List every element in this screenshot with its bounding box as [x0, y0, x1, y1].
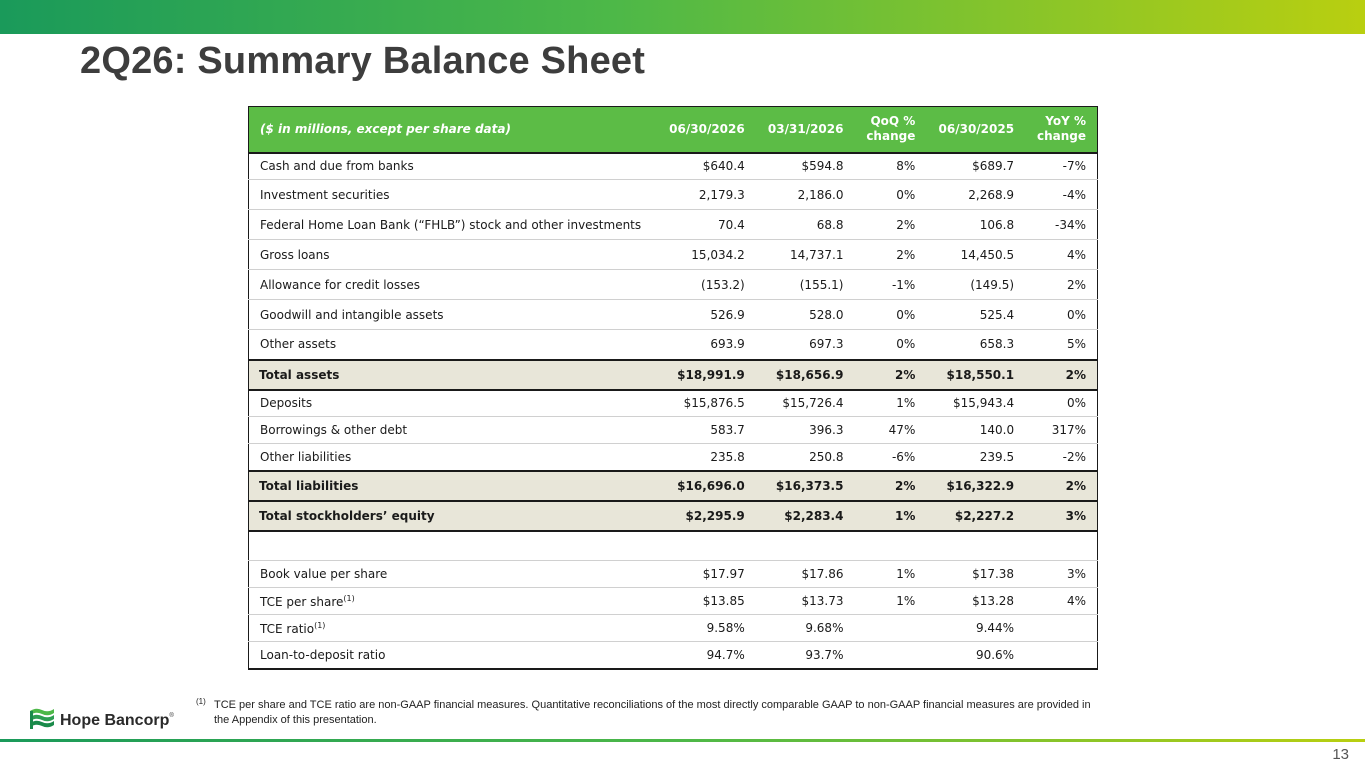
spacer-row — [249, 531, 1098, 561]
table-row — [249, 588, 1098, 615]
row-label: Gross loans — [249, 240, 658, 270]
cell-qoq: 2% — [854, 471, 926, 501]
header-col-qoq — [854, 107, 926, 153]
header-qoq-line1: QoQ % — [870, 114, 916, 129]
cell-06-30-2025: $15,943.4 — [926, 390, 1025, 417]
cell-03-31-2026: 9.68% — [756, 615, 855, 642]
bottom-accent-line — [0, 739, 1365, 742]
cell-yoy: 2% — [1025, 360, 1097, 390]
cell-06-30-2025: 90.6% — [926, 642, 1025, 669]
row-label: Total assets — [249, 360, 658, 390]
total-liabilities-row — [249, 471, 1098, 501]
cell-yoy: 5% — [1025, 330, 1097, 360]
cell-qoq: 0% — [854, 330, 926, 360]
cell-06-30-2026: (153.2) — [657, 270, 756, 300]
cell-06-30-2025: 14,450.5 — [926, 240, 1025, 270]
cell-yoy: 4% — [1025, 240, 1097, 270]
cell-yoy: 2% — [1025, 471, 1097, 501]
cell-yoy: 0% — [1025, 390, 1097, 417]
cell-03-31-2026: $15,726.4 — [756, 390, 855, 417]
cell-03-31-2026: 528.0 — [756, 300, 855, 330]
cell-06-30-2025: 2,268.9 — [926, 180, 1025, 210]
row-label-text: TCE ratio — [260, 621, 315, 636]
row-label — [249, 588, 658, 615]
cell-06-30-2026: 526.9 — [657, 300, 756, 330]
cell-qoq: 1% — [854, 501, 926, 531]
header-label: ($ in millions, except per share data) — [249, 107, 658, 153]
cell-qoq: 1% — [854, 561, 926, 588]
row-label: Other assets — [249, 330, 658, 360]
table-row — [249, 417, 1098, 444]
cell-qoq: 0% — [854, 180, 926, 210]
table-row — [249, 390, 1098, 417]
table-row — [249, 270, 1098, 300]
top-accent-bar — [0, 0, 1365, 34]
cell-03-31-2026: $16,373.5 — [756, 471, 855, 501]
total-equity-row — [249, 501, 1098, 531]
cell-06-30-2025: $13.28 — [926, 588, 1025, 615]
cell-qoq: -6% — [854, 444, 926, 471]
cell-06-30-2026: $17.97 — [657, 561, 756, 588]
row-label: Borrowings & other debt — [249, 417, 658, 444]
cell-03-31-2026: $18,656.9 — [756, 360, 855, 390]
table-header-row — [249, 107, 1098, 153]
cell-qoq: 1% — [854, 588, 926, 615]
row-label: Cash and due from banks — [249, 153, 658, 180]
cell-yoy: -7% — [1025, 153, 1097, 180]
header-col-06-30-2025: 06/30/2025 — [926, 107, 1025, 153]
cell-yoy: -34% — [1025, 210, 1097, 240]
cell-06-30-2026: $640.4 — [657, 153, 756, 180]
hope-bancorp-logo — [28, 704, 174, 734]
row-label: Total stockholders’ equity — [249, 501, 658, 531]
cell-qoq: 8% — [854, 153, 926, 180]
cell-06-30-2025: $2,227.2 — [926, 501, 1025, 531]
footnote-ref: (1) — [314, 620, 326, 630]
table-row — [249, 210, 1098, 240]
cell-03-31-2026: 250.8 — [756, 444, 855, 471]
cell-yoy — [1025, 615, 1097, 642]
cell-yoy: 3% — [1025, 501, 1097, 531]
header-col-06-30-2026: 06/30/2026 — [657, 107, 756, 153]
table-row — [249, 561, 1098, 588]
cell-yoy: 0% — [1025, 300, 1097, 330]
row-label: Book value per share — [249, 561, 658, 588]
registered-mark: ® — [169, 713, 174, 719]
cell-03-31-2026: $594.8 — [756, 153, 855, 180]
table-row — [249, 330, 1098, 360]
table-row — [249, 153, 1098, 180]
header-yoy-line1: YoY % — [1045, 114, 1086, 129]
cell-06-30-2025: 106.8 — [926, 210, 1025, 240]
cell-qoq: 2% — [854, 360, 926, 390]
cell-qoq: 0% — [854, 300, 926, 330]
row-label — [249, 615, 658, 642]
row-label: Allowance for credit losses — [249, 270, 658, 300]
table-row — [249, 444, 1098, 471]
footnote-text: TCE per share and TCE ratio are non-GAAP financial measures. Quantitative reconciliations of the most directly comparable GAAP to non-GAAP financial measures are provided in the Appendix of this presentation. — [214, 699, 1091, 726]
header-col-yoy — [1025, 107, 1097, 153]
cell-03-31-2026: (155.1) — [756, 270, 855, 300]
logo-text — [60, 712, 174, 730]
cell-qoq — [854, 615, 926, 642]
cell-06-30-2026: 70.4 — [657, 210, 756, 240]
hope-bancorp-logo-icon — [28, 705, 56, 733]
cell-yoy: 2% — [1025, 270, 1097, 300]
table-row — [249, 300, 1098, 330]
cell-06-30-2026: 94.7% — [657, 642, 756, 669]
cell-06-30-2025: 525.4 — [926, 300, 1025, 330]
cell-yoy: -4% — [1025, 180, 1097, 210]
cell-qoq — [854, 642, 926, 669]
cell-qoq: -1% — [854, 270, 926, 300]
cell-06-30-2026: $16,696.0 — [657, 471, 756, 501]
cell-06-30-2025: $18,550.1 — [926, 360, 1025, 390]
cell-yoy: -2% — [1025, 444, 1097, 471]
cell-06-30-2025: 658.3 — [926, 330, 1025, 360]
page-title: 2Q26: Summary Balance Sheet — [80, 40, 646, 82]
cell-06-30-2025: $16,322.9 — [926, 471, 1025, 501]
cell-qoq: 1% — [854, 390, 926, 417]
cell-06-30-2026: 2,179.3 — [657, 180, 756, 210]
cell-06-30-2026: $2,295.9 — [657, 501, 756, 531]
row-label: Total liabilities — [249, 471, 658, 501]
header-yoy-line2: change — [1036, 129, 1086, 144]
cell-06-30-2025: (149.5) — [926, 270, 1025, 300]
cell-yoy: 4% — [1025, 588, 1097, 615]
cell-06-30-2025: $17.38 — [926, 561, 1025, 588]
footnote-ref: (1) — [343, 593, 355, 603]
cell-06-30-2025: 140.0 — [926, 417, 1025, 444]
cell-03-31-2026: $17.86 — [756, 561, 855, 588]
cell-06-30-2026: 15,034.2 — [657, 240, 756, 270]
cell-qoq: 2% — [854, 210, 926, 240]
cell-03-31-2026: $2,283.4 — [756, 501, 855, 531]
footnote-marker: (1) — [196, 697, 206, 706]
cell-03-31-2026: 14,737.1 — [756, 240, 855, 270]
row-label: Deposits — [249, 390, 658, 417]
row-label: Loan-to-deposit ratio — [249, 642, 658, 669]
table-row — [249, 642, 1098, 669]
row-label-text: TCE per share — [260, 594, 344, 609]
row-label: Other liabilities — [249, 444, 658, 471]
cell-06-30-2026: $15,876.5 — [657, 390, 756, 417]
total-assets-row — [249, 360, 1098, 390]
cell-qoq: 2% — [854, 240, 926, 270]
header-qoq-line2: change — [866, 129, 916, 144]
cell-03-31-2026: 68.8 — [756, 210, 855, 240]
cell-06-30-2025: $689.7 — [926, 153, 1025, 180]
cell-yoy: 317% — [1025, 417, 1097, 444]
table-row — [249, 180, 1098, 210]
cell-06-30-2026: $13.85 — [657, 588, 756, 615]
page-number: 13 — [1332, 746, 1349, 763]
row-label: Investment securities — [249, 180, 658, 210]
table-row — [249, 615, 1098, 642]
footnote — [196, 698, 1096, 728]
row-label: Federal Home Loan Bank (“FHLB”) stock and other investments — [249, 210, 658, 240]
header-col-03-31-2026: 03/31/2026 — [756, 107, 855, 153]
cell-06-30-2026: $18,991.9 — [657, 360, 756, 390]
cell-qoq: 47% — [854, 417, 926, 444]
cell-03-31-2026: 697.3 — [756, 330, 855, 360]
cell-06-30-2026: 9.58% — [657, 615, 756, 642]
cell-06-30-2026: 235.8 — [657, 444, 756, 471]
cell-06-30-2025: 239.5 — [926, 444, 1025, 471]
cell-03-31-2026: $13.73 — [756, 588, 855, 615]
cell-03-31-2026: 93.7% — [756, 642, 855, 669]
cell-06-30-2026: 693.9 — [657, 330, 756, 360]
table-row — [249, 240, 1098, 270]
cell-03-31-2026: 2,186.0 — [756, 180, 855, 210]
cell-yoy: 3% — [1025, 561, 1097, 588]
cell-06-30-2025: 9.44% — [926, 615, 1025, 642]
cell-06-30-2026: 583.7 — [657, 417, 756, 444]
cell-yoy — [1025, 642, 1097, 669]
balance-sheet-table — [248, 106, 1098, 670]
cell-03-31-2026: 396.3 — [756, 417, 855, 444]
logo-name: Hope Bancorp — [60, 712, 170, 729]
row-label: Goodwill and intangible assets — [249, 300, 658, 330]
